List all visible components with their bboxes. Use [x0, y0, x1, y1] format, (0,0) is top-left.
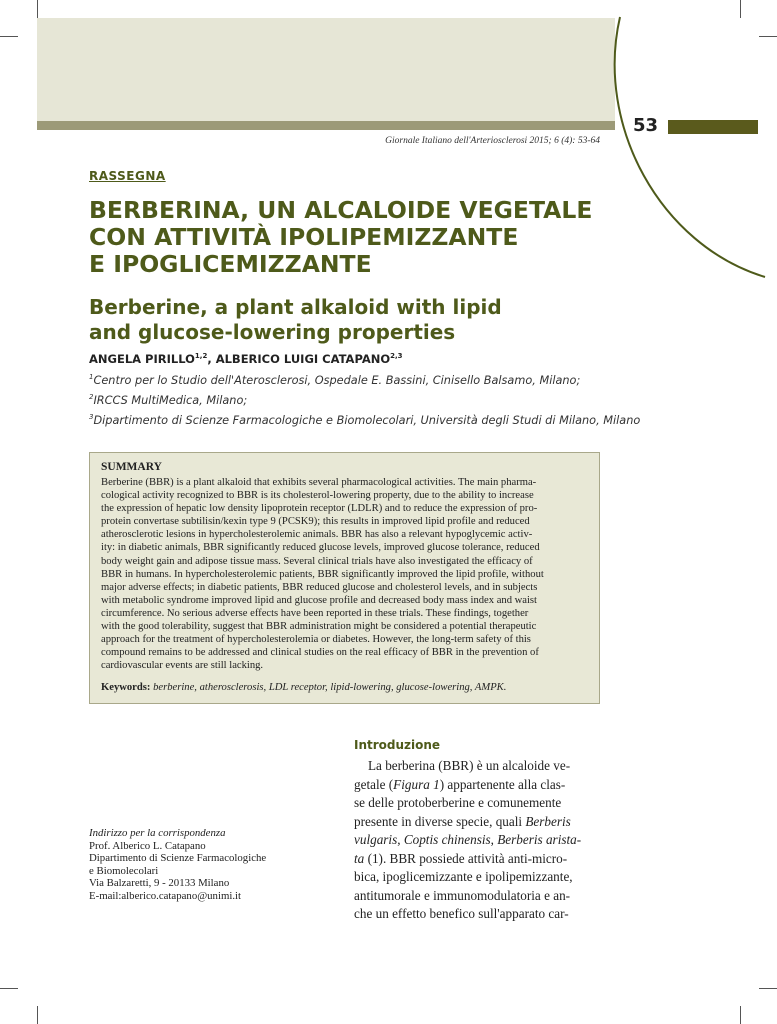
affiliation: $^2$IRCCS MultiMedica, Milano; — [89, 392, 248, 407]
author-separator: , — [207, 352, 216, 366]
correspondence — [89, 827, 339, 903]
header-band — [37, 18, 615, 121]
crop-mark — [37, 1006, 38, 1024]
summary-line: approach for the treatment of hypercholesterolemia or diabetes. However, the long-term safety of this — [101, 634, 531, 646]
intro-line: che un effetto benefico sull'apparato car- — [354, 906, 569, 921]
summary-heading: SUMMARY — [101, 461, 162, 473]
correspondence-line: Prof. Alberico L. Catapano — [89, 839, 206, 852]
intro-heading: Introduzione — [354, 738, 441, 752]
affiliations — [89, 369, 641, 428]
title-italian — [89, 197, 629, 278]
summary-line: atherosclerotic lesions in hypercholesterolemic animals. BBR has also a relevant hypoglycemic activ- — [101, 529, 533, 541]
intro-line: ta (1). BBR possiede attività anti-micro- — [354, 850, 568, 866]
title-italian-line: BERBERINA, UN ALCALOIDE VEGETALE — [89, 196, 593, 224]
author-affil-ref: 2,3 — [390, 352, 403, 361]
authors — [89, 352, 403, 366]
journal-citation: Giornale Italiano dell'Arteriosclerosi 2015; 6 (4): 53-64 — [385, 136, 600, 146]
intro-body — [354, 757, 604, 924]
title-english-line: and glucose-lowering properties — [89, 320, 456, 344]
title-italian-line: E IPOGLICEMIZZANTE — [89, 250, 372, 278]
crop-mark — [0, 988, 18, 989]
figure-ref: Figura 1 — [393, 776, 440, 792]
affiliation: $^3$Dipartimento di Scienze Farmacologiche e Biomolecolari, Università degli Studi di Milano, Milano — [89, 412, 641, 427]
crop-mark — [759, 988, 777, 989]
summary-line: the expression of hepatic low density lipoprotein receptor (LDLR) and to reduce the expression of pro- — [101, 503, 538, 515]
summary-line: compound remains to be addressed and clinical studies on the real efficacy of BBR in the prevention of — [101, 647, 539, 659]
summary-line: BBR in humans. In hypercholesterolemic patients, BBR significantly improved the lipid profile, without — [101, 568, 544, 580]
intro-line: getale (Figura 1) appartenente alla clas- — [354, 776, 566, 792]
summary-line: protein convertase subtilisin/kexin type 9 (PCSK9); this results in improved lipid profile and reduced — [101, 516, 530, 528]
title-italian-line: CON ATTIVITÀ IPOLIPEMIZZANTE — [89, 223, 519, 251]
section-label: RASSEGNA — [89, 169, 166, 183]
correspondence-line: Via Balzaretti, 9 - 20133 Milano — [89, 877, 230, 890]
keywords-label: Keywords: — [101, 682, 151, 693]
summary-line: with the good tolerability, suggest that BBR administration might be considered a potential therapeutic — [101, 621, 537, 633]
crop-mark — [37, 0, 38, 18]
intro-line: vulgaris, Coptis chinensis, Berberis arista- — [354, 832, 582, 847]
intro-line: La berberina (BBR) è un alcaloide ve- — [368, 758, 571, 773]
affiliation: $^1$Centro per lo Studio dell'Aterosclerosi, Ospedale E. Bassini, Cinisello Balsamo, Milano; — [89, 373, 581, 387]
keywords — [101, 682, 591, 693]
keywords-value: berberine, atherosclerosis, LDL receptor, lipid-lowering, glucose-lowering, AMPK. — [153, 682, 507, 693]
correspondence-line: e Biomolecolari — [89, 864, 159, 877]
correspondence-email[interactable]: E-mail:alberico.catapano@unimi.it — [89, 889, 242, 902]
summary-line: circumference. No serious adverse effects have been reported in these trials. These findings, together — [101, 607, 529, 619]
title-english — [89, 295, 609, 345]
author-name: ANGELA PIRILLO — [89, 352, 195, 366]
summary-line: body weight gain and adipose tissue mass. Several clinical trials have also investigated the efficacy of — [101, 555, 533, 567]
summary-line: cardiovascular events are still lacking. — [101, 660, 264, 672]
intro-line: presente in diverse specie, quali Berberis — [354, 813, 571, 829]
intro-line: antitumorale e immunomodulatoria e an- — [354, 887, 571, 903]
summary-line: with metabolic syndrome improved lipid and glucose profile and decreased body mass index and waist — [101, 594, 537, 606]
crop-mark — [0, 36, 18, 37]
summary-line: ity: in diabetic animals, BBR significantly reduced glucose levels, improved glucose tolerance, reduced — [101, 542, 540, 554]
intro-line: se delle protoberberine e comunemente — [354, 795, 562, 810]
page-number: 53 — [633, 115, 659, 136]
summary-line: cological activity recognized to BBR is its cholesterol-lowering property, due to the ability to increase — [101, 490, 534, 502]
author-name: ALBERICO LUIGI CATAPANO — [215, 352, 391, 366]
summary-text — [101, 476, 589, 672]
correspondence-line: Dipartimento di Scienze Farmacologiche — [89, 852, 267, 865]
correspondence-label: Indirizzo per la corrispondenza — [89, 827, 226, 839]
intro-line: bica, ipoglicemizzante e ipolipemizzante, — [354, 869, 573, 884]
title-english-line: Berberine, a plant alkaloid with lipid — [89, 295, 502, 319]
summary-line: Berberine (BBR) is a plant alkaloid that exhibits several pharmacological activities. The main pharma- — [101, 477, 537, 488]
crop-mark — [740, 1006, 741, 1024]
summary-line: major adverse effects; in diabetic patients, BBR reduced glucose and cholesterol levels, and in subjects — [101, 581, 538, 593]
author-affil-ref: 1,2 — [194, 352, 208, 361]
header-rule — [37, 121, 615, 130]
